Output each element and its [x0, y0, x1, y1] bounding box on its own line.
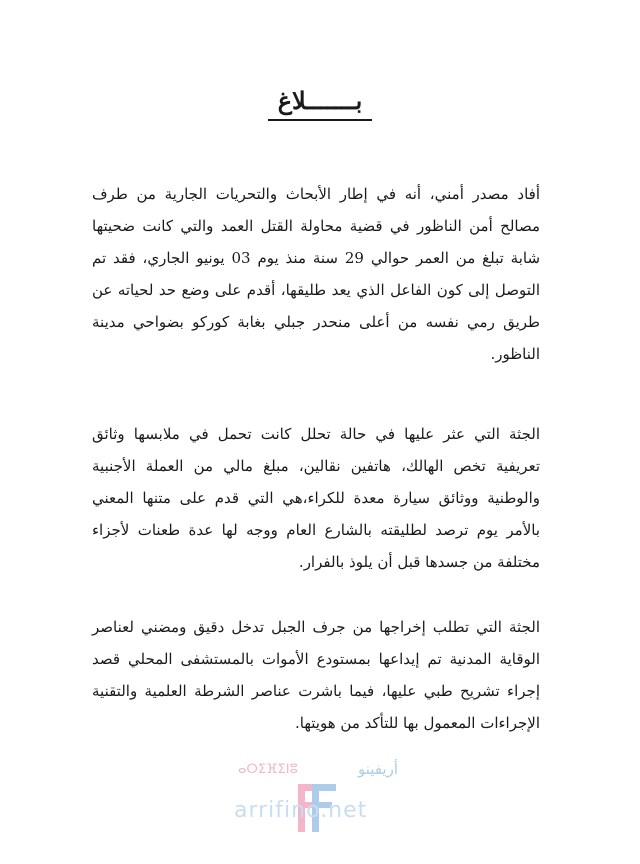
document-title [0, 86, 640, 121]
watermark-arabic-text: أريفينو [358, 760, 398, 778]
title-text: بـــــــلاغ [268, 86, 373, 121]
paragraph-1: أفاد مصدر أمني، أنه في إطار الأبحاث والتحريات الجارية من طرف مصالح أمن الناظور في قضية محاولة القتل العمد والتي كانت ضحيتها شابة تبلغ من العمر حوالي 29 سنة منذ يوم 03 يونيو الجاري، فقد تم التوصل إلى كون الفاعل الذي يعد طليقها، أقدم على وضع حد لحياته عن طريق رمي نفسه من أعلى منحدر جبلي بغابة كوركو بضواحي مدينة الناظور. [92, 185, 541, 363]
paragraph-2: الجثة التي عثر عليها في حالة تحلل كانت تحمل في ملابسها وثائق تعريفية تخص الهالك، هاتفين نقالين، مبلغ مالي من العملة الأجنبية والوطنية ووثائق سيارة معدة للكراء،هي التي قدم على متنها المعني بالأمر يوم ترصد لطليقته بالشارع العام ووجه لها عدة طعنات لأجزاء مختلفة من جسدها قبل أن يلوذ بالفرار. [92, 425, 540, 571]
site-watermark [232, 758, 402, 838]
paragraph-3: الجثة التي تطلب إخراجها من جرف الجبل تدخل دقيق ومضني لعناصر الوقاية المدنية تم إيداعها بمستودع الأموات بالمستشفى المحلي قصد إجراء تشريح طبي عليها، فيما باشرت عناصر الشرطة العلمية والتقنية الإجراءات المعمول بها للتأكد من هويتها. [92, 618, 540, 732]
watermark-tifinagh-text: ⴰⵔⵉⴼⵉⵏⵓ [238, 762, 298, 777]
watermark-domain-text: arrifino.net [234, 798, 368, 823]
